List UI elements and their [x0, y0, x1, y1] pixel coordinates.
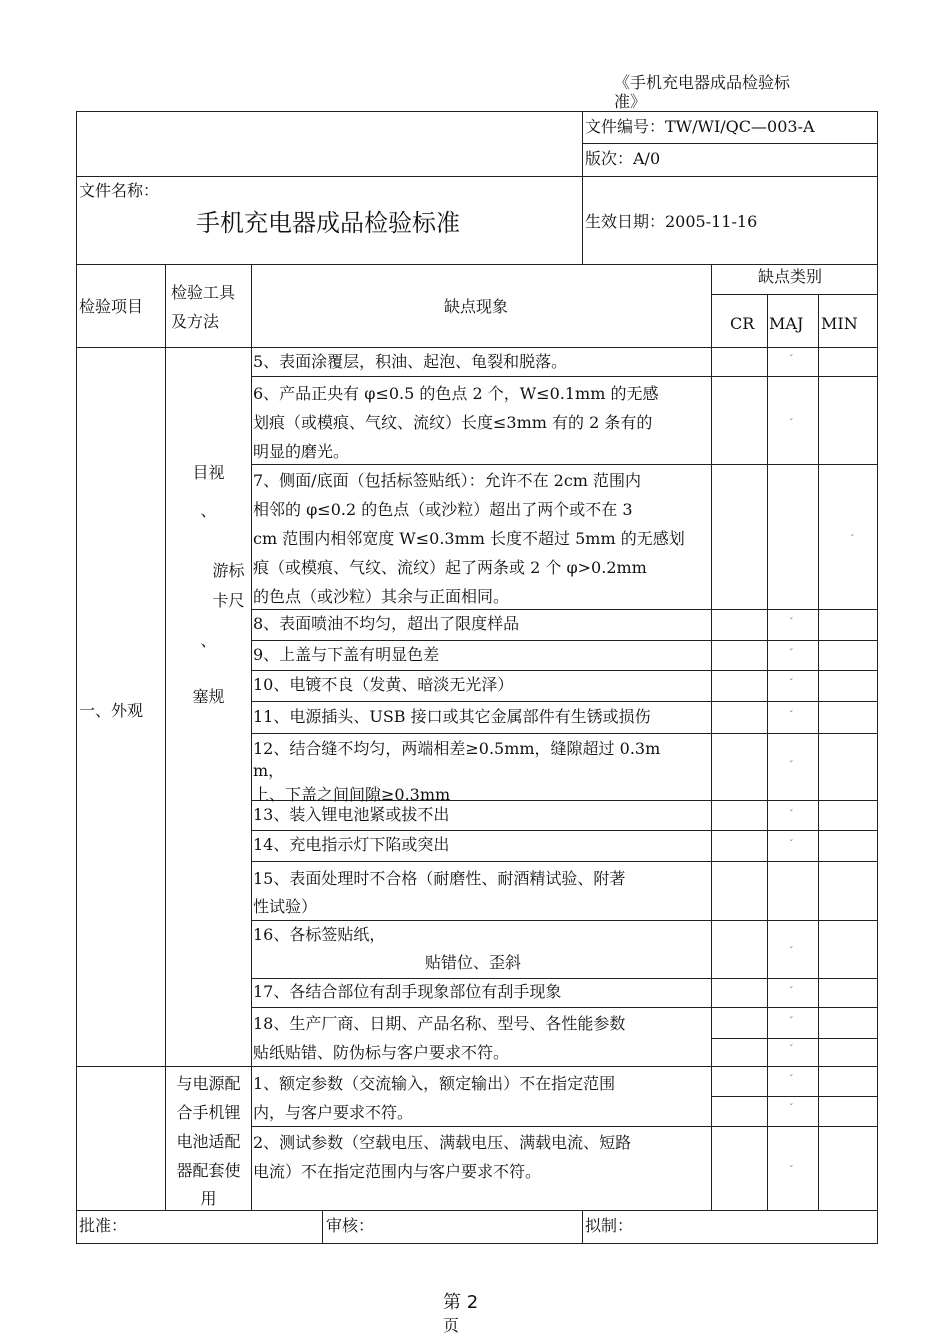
maj-mark: ˇ: [789, 1075, 794, 1085]
section1-tool-1: 目视: [192, 463, 225, 482]
col-divider: [767, 294, 768, 1210]
defect-row-15-line1: 15、表面处理时不合格（耐磨性、耐酒精试验、附著: [253, 869, 626, 888]
maj-mark: ˇ: [789, 649, 794, 659]
col-header-cr: CR: [730, 314, 755, 333]
defect-row-16-line2: 贴错位、歪斜: [425, 953, 522, 972]
col-header-tool-line1: 检验工具: [171, 283, 236, 302]
defect-row-8: 8、表面喷油不均匀，超出了限度样品: [253, 614, 520, 633]
table-border: [76, 1243, 877, 1244]
col-divider: [165, 264, 166, 1210]
file-name-label: 文件名称：: [79, 181, 160, 200]
defect-row-12-line3: 上、下盖之间间隙≥0.3mm: [253, 785, 451, 804]
defect-row-18-line1: 18、生产厂商、日期、产品名称、型号、各性能参数: [253, 1014, 626, 1033]
table-border: [582, 143, 877, 144]
defect-row-18-line2: 贴纸贴错、防伪标与客户要求不符。: [253, 1043, 510, 1062]
defect-row-7-line2: 相邻的 φ≤0.2 的色点（或沙粒）超出了两个或不在 3: [253, 500, 633, 519]
maj-mark: ˇ: [789, 355, 794, 365]
s2-defect-row-1-line2: 内，与客户要求不符。: [253, 1103, 414, 1122]
row-divider: [711, 1096, 877, 1097]
footer-draft: 拟制：: [585, 1216, 634, 1235]
maj-mark: ˇ: [789, 840, 794, 850]
defect-row-11: 11、电源插头、USB 接口或其它金属部件有生锈或损伤: [253, 707, 651, 726]
defect-row-6-line3: 明显的磨光。: [253, 442, 350, 461]
maj-mark: ˇ: [789, 810, 794, 820]
section1-name: 一、外观: [79, 701, 144, 720]
table-border: [711, 294, 877, 295]
col-header-category: 缺点类别: [758, 267, 823, 286]
min-mark: ˇ: [850, 535, 855, 545]
defect-row-12-line1: 12、结合缝不均匀，两端相差≥0.5mm，缝隙超过 0.3m: [253, 739, 661, 758]
defect-row-6-line2: 划痕（或模痕、气纹、流纹）长度≤3mm 有的 2 条有的: [253, 413, 653, 432]
maj-mark: ˇ: [789, 987, 794, 997]
table-border: [76, 264, 877, 265]
table-border: [76, 111, 77, 1244]
table-border: [76, 111, 877, 112]
defect-row-6-line1: 6、产品正央有 φ≤0.5 的色点 2 个，W≤0.1mm 的无感: [253, 384, 659, 403]
col-divider: [582, 1210, 583, 1243]
row-divider: [711, 1038, 877, 1039]
maj-mark: ˇ: [789, 618, 794, 628]
defect-row-14: 14、充电指示灯下陷或突出: [253, 835, 450, 854]
defect-row-7-line4: 痕（或模痕、气纹、流纹）起了两条或 2 个 φ>0.2mm: [253, 558, 647, 577]
row-divider: [251, 1007, 877, 1008]
maj-mark: ˇ: [789, 1104, 794, 1114]
section2-tool-1: 与电源配: [176, 1074, 241, 1093]
maj-mark: ˇ: [789, 679, 794, 689]
header-note-line2: 准》: [614, 92, 647, 111]
effective-date: 生效日期：2005-11-16: [585, 212, 758, 231]
page-number-line2: 页: [443, 1316, 460, 1335]
section1-tool-3: 游标: [212, 561, 245, 580]
defect-row-9: 9、上盖与下盖有明显色差: [253, 645, 440, 664]
defect-row-12-cell: [253, 734, 711, 804]
col-divider: [322, 1210, 323, 1243]
defect-row-10: 10、电镀不良（发黄、暗淡无光泽）: [253, 675, 514, 694]
col-divider: [582, 111, 583, 264]
version: 版次：A/0: [585, 149, 661, 168]
section1-tool-2: 、: [200, 501, 217, 520]
defect-row-5-line1: 5、表面涂覆层，积油、起泡、龟裂和脱落。: [253, 352, 568, 371]
maj-mark: ˇ: [789, 711, 794, 721]
maj-mark: ˇ: [789, 1045, 794, 1055]
defect-row-7-line5: 的色点（或沙粒）其余与正面相同。: [253, 587, 510, 606]
maj-mark: ˇ: [789, 947, 794, 957]
s2-defect-row-1-line1: 1、额定参数（交流输入，额定输出）不在指定范围: [253, 1074, 616, 1093]
col-divider: [251, 264, 252, 1210]
section1-tool-5: 、: [200, 631, 217, 650]
footer-approve: 批准：: [79, 1216, 128, 1235]
col-header-item: 检验项目: [79, 297, 144, 316]
doc-number: 文件编号：TW/WI/QC—003-A: [585, 117, 815, 136]
col-divider: [711, 264, 712, 1210]
section2-tool-4: 器配套使: [176, 1161, 241, 1180]
table-border: [877, 111, 878, 1244]
page-number-line1: 第 2: [443, 1292, 479, 1313]
col-header-defect: 缺点现象: [444, 297, 509, 316]
header-note-line1: 《手机充电器成品检验标: [614, 73, 791, 92]
defect-row-13: 13、装入锂电池紧或拔不出: [253, 805, 450, 824]
defect-row-12-line2: m，: [253, 761, 285, 780]
col-header-tool-line2: 及方法: [171, 312, 220, 331]
defect-row-7-line3: cm 范围内相邻宽度 W≤0.3mm 长度不超过 5mm 的无感划: [253, 529, 685, 548]
col-header-maj: MAJ: [769, 314, 804, 333]
s2-defect-row-2-line2: 电流）不在指定范围内与客户要求不符。: [253, 1162, 542, 1181]
section2-tool-2: 合手机锂: [176, 1103, 241, 1122]
table-border: [76, 176, 877, 177]
defect-row-16-line1: 16、各标签贴纸，: [253, 925, 386, 944]
maj-mark: ˇ: [789, 1166, 794, 1176]
row-divider: [251, 861, 877, 862]
col-header-min: MIN: [821, 314, 858, 333]
row-divider: [76, 1210, 877, 1211]
col-divider: [818, 294, 819, 1210]
section1-tool-4: 卡尺: [212, 591, 245, 610]
maj-mark: ˇ: [789, 419, 794, 429]
defect-row-7-line1: 7、侧面/底面（包括标签贴纸）：允许不在 2cm 范围内: [253, 471, 642, 490]
row-divider: [251, 376, 877, 377]
defect-row-17: 17、各结合部位有刮手现象部位有刮手现象: [253, 982, 562, 1001]
doc-title: 手机充电器成品检验标准: [196, 209, 460, 237]
section2-tool-3: 电池适配: [176, 1132, 241, 1151]
s2-defect-row-2-line1: 2、测试参数（空载电压、满载电压、满载电流、短路: [253, 1133, 632, 1152]
section2-tool-5: 用: [200, 1189, 217, 1208]
section1-tool-6: 塞规: [192, 687, 225, 706]
footer-review: 审核：: [326, 1216, 375, 1235]
maj-mark: ˇ: [789, 1017, 794, 1027]
maj-mark: ˇ: [789, 761, 794, 771]
defect-row-15-line2: 性试验）: [253, 897, 318, 916]
